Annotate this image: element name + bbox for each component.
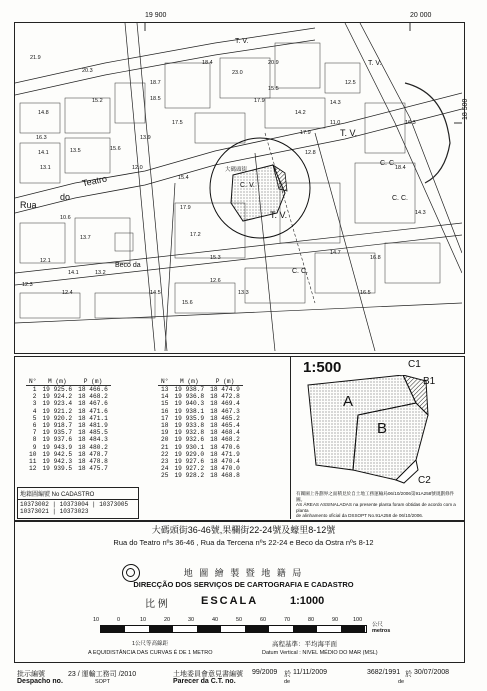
coord-m: 19 935.7 bbox=[42, 429, 73, 437]
footer-parecer-date-cn: 於 bbox=[284, 671, 291, 678]
scale-value: 1:1000 bbox=[290, 595, 325, 607]
spot-height: 14.2 bbox=[295, 110, 306, 116]
point-number: 1 bbox=[32, 386, 37, 393]
coord-p: 18 467.3 bbox=[210, 407, 240, 415]
coord-m: 19 918.7 bbox=[42, 422, 73, 430]
spot-height: 17.9 bbox=[254, 98, 265, 104]
spot-height: 13.7 bbox=[80, 235, 91, 241]
footer-parecer-cn: 土地委員會意見書編號 bbox=[173, 671, 243, 678]
spot-height: 11.0 bbox=[330, 120, 341, 126]
table-divider bbox=[290, 356, 291, 519]
note-line: AS ÁREAS ASSINALADAS na presente planta foram obtidas de acordo com a planta bbox=[296, 502, 456, 513]
spot-height: 17.9 bbox=[180, 205, 191, 211]
area-note bbox=[296, 491, 461, 519]
coord-p: 18 474.9 bbox=[210, 386, 240, 393]
spot-height: 14.3 bbox=[415, 210, 426, 216]
coord-p: 18 470.0 bbox=[210, 465, 240, 473]
spot-height: 17.5 bbox=[172, 120, 183, 126]
cadastro-number: 10373002 bbox=[20, 501, 49, 508]
coord-m: 19 932.6 bbox=[174, 436, 205, 444]
point-number: 19 bbox=[161, 429, 169, 437]
scale-tick: 10 bbox=[140, 617, 147, 623]
coord-p: 18 465.4 bbox=[210, 422, 240, 430]
coords-header-n: N° bbox=[26, 378, 39, 386]
cadastro-number: 10373023 bbox=[59, 508, 89, 515]
spot-height: 13.1 bbox=[40, 165, 51, 171]
address-pt: Rua do Teatro nºs 36-46 , Rua da Tercena nºs 22-24 e Beco da Ostra nºs 8-12 bbox=[113, 538, 374, 547]
coords-row bbox=[158, 429, 243, 436]
cadastro-box: 地籍圖編號 No CADASTRO 10373002 | 10373004 | 10373005 10373021 | 10373023 bbox=[17, 487, 139, 519]
scale-tick: 90 bbox=[332, 617, 339, 623]
address-cn: 大碼頭街36-46號,果欄街22-24號及蠔里8-12號 bbox=[151, 525, 336, 535]
point-number: 16 bbox=[161, 407, 169, 415]
map-label-cc: C. C. bbox=[292, 268, 308, 275]
spot-height: 14.5 bbox=[150, 290, 161, 296]
detail-scale: 1:500 bbox=[303, 359, 342, 376]
coord-m: 19 921.2 bbox=[42, 407, 73, 415]
grid-label-top-left: 19 900 bbox=[145, 12, 167, 19]
spot-height: 15.6 bbox=[182, 300, 193, 306]
parcel-label-c1: C1 bbox=[408, 359, 421, 370]
scale-bar bbox=[100, 625, 367, 633]
note-line: 有關圖上各劃界之面積見於自土地工務運輸局06/10/2006第91A258號規劃條件圖。 bbox=[296, 491, 455, 502]
footer-parecer-de: de bbox=[284, 679, 291, 685]
spot-height: 13.2 bbox=[95, 270, 106, 276]
coord-p: 18 478.7 bbox=[78, 450, 108, 458]
scale-tick: 0 bbox=[117, 617, 121, 623]
coord-m: 19 932.8 bbox=[174, 429, 205, 437]
coord-m: 19 943.9 bbox=[42, 443, 73, 451]
point-number: 11 bbox=[29, 458, 37, 466]
spot-height: 14.1 bbox=[68, 270, 79, 276]
coord-p: 18 471.9 bbox=[210, 450, 240, 458]
coord-p: 18 465.2 bbox=[210, 414, 240, 422]
coord-p: 18 478.8 bbox=[78, 458, 108, 466]
coord-p: 18 484.3 bbox=[78, 436, 108, 444]
spot-height: 14.1 bbox=[38, 150, 49, 156]
footer-despacho-sub: SOPT bbox=[95, 679, 110, 685]
point-number: 9 bbox=[32, 443, 37, 451]
point-number: 12 bbox=[29, 465, 37, 473]
footer-parecer-pt: Parecer da C.T. no. bbox=[173, 678, 236, 685]
coords-row bbox=[26, 400, 111, 407]
coord-p: 18 469.4 bbox=[210, 400, 240, 408]
coords-row bbox=[26, 444, 111, 451]
spot-height: 18.5 bbox=[150, 96, 161, 102]
map-label-tv: T. V. bbox=[235, 38, 249, 45]
coords-row bbox=[26, 408, 111, 415]
map-label-cc: C. C. bbox=[392, 195, 408, 202]
point-number: 7 bbox=[32, 429, 37, 437]
spot-height: 12.5 bbox=[345, 80, 356, 86]
spot-height: 12.3 bbox=[22, 282, 33, 288]
coords-row bbox=[158, 444, 243, 451]
note-line: de alinhamento oficial da DSSOPT No.91A258 de 06/10/2006. bbox=[296, 513, 424, 518]
spot-height: 15.5 bbox=[268, 86, 279, 92]
cadastro-title: 地籍圖編號 No CADASTRO bbox=[18, 488, 138, 500]
scale-tick: 30 bbox=[188, 617, 195, 623]
coords-header-p: P (m) bbox=[75, 378, 111, 386]
scale-label-pt: ESCALA bbox=[201, 595, 259, 607]
footer-process-de: de bbox=[398, 679, 405, 685]
coords-header-n: N° bbox=[158, 378, 171, 386]
coord-p: 18 485.5 bbox=[78, 429, 108, 437]
spot-height: 15.3 bbox=[210, 255, 221, 261]
coord-p: 18 470.4 bbox=[210, 458, 240, 466]
spot-height: 15.6 bbox=[110, 146, 121, 152]
cadastro-number: 10373004 bbox=[59, 501, 89, 508]
cadastro-number: 10373005 bbox=[99, 501, 129, 508]
spot-height: 18.4 bbox=[202, 60, 213, 66]
spot-height: 13.3 bbox=[238, 290, 249, 296]
coord-m: 19 933.8 bbox=[174, 422, 205, 430]
coords-row bbox=[158, 408, 243, 415]
coords-row bbox=[26, 451, 111, 458]
point-number: 14 bbox=[161, 393, 169, 401]
coord-p: 18 475.7 bbox=[78, 465, 108, 473]
spot-height: 16.5 bbox=[360, 290, 371, 296]
coord-m: 19 927.2 bbox=[174, 465, 205, 473]
coord-m: 19 938.1 bbox=[174, 407, 205, 415]
scale-tick: 100 bbox=[353, 617, 363, 623]
map-label-cn: 大碼頭街 bbox=[225, 167, 248, 173]
agency-pt: DIRECÇÃO DOS SERVIÇOS DE CARTOGRAFIA E CADASTRO bbox=[133, 580, 354, 589]
coord-m: 19 920.2 bbox=[42, 414, 73, 422]
street-label-rua: Rua bbox=[20, 200, 37, 210]
scale-units-pt: metros bbox=[372, 628, 391, 634]
coord-p: 18 470.6 bbox=[210, 443, 240, 451]
point-number: 5 bbox=[32, 414, 37, 422]
point-number: 23 bbox=[161, 458, 169, 466]
coord-m: 19 927.6 bbox=[174, 458, 205, 466]
parcel-label-c2: C2 bbox=[418, 475, 431, 486]
map-label-tv: T. V. bbox=[340, 128, 358, 138]
equidistance-pt: A EQUIDISTÂNCIA DAS CURVAS É DE 1 METRO bbox=[88, 650, 213, 656]
coords-row bbox=[158, 451, 243, 458]
coord-p: 18 468.2 bbox=[78, 393, 108, 401]
footer-despacho-cn: 批示編號 bbox=[17, 671, 45, 678]
coords-row bbox=[26, 393, 111, 400]
coords-row bbox=[26, 458, 111, 465]
coord-m: 19 924.2 bbox=[42, 393, 73, 401]
parcel-label-b1: B1 bbox=[423, 376, 436, 387]
scale-tick: 40 bbox=[212, 617, 219, 623]
parcel-label-a: A bbox=[343, 393, 354, 410]
spot-height: 17.9 bbox=[300, 130, 311, 136]
cadastro-number: 10373021 bbox=[20, 508, 49, 515]
coords-header-m: M (m) bbox=[171, 378, 207, 386]
scale-tick: 10 bbox=[93, 617, 100, 623]
coords-row bbox=[158, 436, 243, 443]
scale-tick: 70 bbox=[284, 617, 291, 623]
street-label-beco: Beco da bbox=[115, 262, 141, 269]
coords-header-m: M (m) bbox=[39, 378, 75, 386]
footer-process-date: 30/07/2008 bbox=[414, 669, 450, 676]
spot-height: 20.9 bbox=[268, 60, 279, 66]
coords-row bbox=[158, 472, 243, 479]
coords-header-p: P (m) bbox=[207, 378, 243, 386]
coord-p: 18 468.2 bbox=[210, 436, 240, 444]
map-label-tv: T. V. bbox=[368, 60, 382, 67]
coord-p: 18 481.9 bbox=[78, 422, 108, 430]
scale-units-cn: 公尺 bbox=[372, 622, 384, 628]
spot-height: 12.4 bbox=[62, 290, 73, 296]
datum-cn: 高程基準：平均海平面 bbox=[272, 641, 337, 648]
spot-height: 15.2 bbox=[92, 98, 103, 104]
scale-tick: 50 bbox=[236, 617, 243, 623]
scale-tick: 60 bbox=[260, 617, 267, 623]
coords-row bbox=[158, 400, 243, 407]
point-number: 17 bbox=[161, 414, 169, 422]
coords-row bbox=[26, 436, 111, 443]
point-number: 25 bbox=[161, 472, 169, 480]
coord-m: 19 923.4 bbox=[42, 400, 73, 408]
coord-p: 18 471.1 bbox=[78, 414, 108, 422]
point-number: 3 bbox=[32, 400, 37, 408]
spot-height: 16.3 bbox=[405, 120, 416, 126]
spot-height: 18.4 bbox=[395, 165, 406, 171]
coords-row bbox=[158, 458, 243, 465]
coord-p: 18 467.6 bbox=[78, 400, 108, 408]
coord-m: 19 942.3 bbox=[42, 458, 73, 466]
scale-tick: 20 bbox=[164, 617, 171, 623]
footer-parecer-value: 99/2009 bbox=[252, 669, 278, 676]
coord-p: 18 480.2 bbox=[78, 443, 108, 451]
coord-p: 18 466.6 bbox=[78, 386, 108, 393]
spot-height: 14.8 bbox=[38, 110, 49, 116]
coords-table-left bbox=[26, 378, 111, 472]
equidistance-cn: 1公尺等高線距 bbox=[132, 641, 169, 647]
street-label-do: do bbox=[60, 192, 71, 202]
spot-height: 13.9 bbox=[140, 135, 151, 141]
coord-m: 19 938.7 bbox=[174, 386, 205, 393]
coords-row bbox=[158, 465, 243, 472]
grid-label-top-right: 20 000 bbox=[410, 12, 432, 19]
point-number: 21 bbox=[161, 443, 169, 451]
coord-m: 19 928.2 bbox=[174, 472, 205, 480]
spot-height: 20.3 bbox=[82, 68, 93, 74]
spot-height: 12.8 bbox=[305, 150, 316, 156]
coord-m: 19 935.9 bbox=[174, 414, 205, 422]
map-label-cv: C. V. bbox=[240, 182, 255, 189]
point-number: 13 bbox=[161, 386, 169, 393]
spot-height: 16.8 bbox=[370, 255, 381, 261]
scale-label-cn: 比 例 bbox=[145, 599, 168, 610]
map-label-tv: T. V. bbox=[270, 210, 288, 220]
footer-despacho-pt: Despacho no. bbox=[17, 678, 63, 685]
coord-p: 18 468.8 bbox=[210, 472, 240, 480]
coord-p: 18 471.6 bbox=[78, 407, 108, 415]
coords-row bbox=[26, 415, 111, 422]
point-number: 4 bbox=[32, 407, 37, 415]
point-number: 22 bbox=[161, 450, 169, 458]
coord-p: 18 468.4 bbox=[210, 429, 240, 437]
point-number: 2 bbox=[32, 393, 37, 401]
agency-cn: 地 圖 繪 製 暨 地 籍 局 bbox=[183, 568, 304, 578]
coord-m: 19 942.5 bbox=[42, 450, 73, 458]
spot-height: 14.7 bbox=[330, 250, 341, 256]
coord-m: 19 936.8 bbox=[174, 393, 205, 401]
spot-height: 15.4 bbox=[178, 175, 189, 181]
coord-m: 19 929.0 bbox=[174, 450, 205, 458]
coord-m: 19 939.5 bbox=[42, 465, 73, 473]
scale-tick: 80 bbox=[308, 617, 315, 623]
grid-label-right: 18 500 bbox=[462, 98, 469, 120]
footer-despacho-value: 23 / 運輸工務司 /2010 bbox=[68, 671, 137, 678]
spot-height: 17.2 bbox=[190, 232, 201, 238]
coord-m: 19 940.3 bbox=[174, 400, 205, 408]
spot-height: 12.1 bbox=[40, 258, 51, 264]
coords-table-right bbox=[158, 378, 243, 480]
footer-parecer-date: 11/11/2009 bbox=[293, 669, 327, 676]
footer-process-date-cn: 於 bbox=[405, 671, 412, 678]
coords-row bbox=[26, 386, 111, 394]
spot-height: 12.6 bbox=[210, 278, 221, 284]
parcel-label-b: B bbox=[377, 420, 388, 437]
point-number: 20 bbox=[161, 436, 169, 444]
datum-pt: Datum Vertical : NIVEL MÉDIO DO MAR (MSL) bbox=[262, 650, 378, 656]
spot-height: 18.7 bbox=[150, 80, 161, 86]
point-number: 18 bbox=[161, 422, 169, 430]
spot-height: 14.3 bbox=[330, 100, 341, 106]
spot-height: 12.0 bbox=[132, 165, 143, 171]
coord-p: 18 472.8 bbox=[210, 393, 240, 401]
spot-height: 10.6 bbox=[60, 215, 71, 221]
coords-row bbox=[26, 422, 111, 429]
street-label-teatro: Teatro bbox=[81, 173, 108, 189]
coords-row bbox=[158, 386, 243, 394]
coord-m: 19 937.6 bbox=[42, 436, 73, 444]
coord-m: 19 925.6 bbox=[42, 386, 73, 393]
map-label-cc: C. C. bbox=[380, 160, 396, 167]
coords-row bbox=[158, 422, 243, 429]
footer-process-value: 3682/1991 bbox=[367, 669, 401, 676]
spot-height: 21.9 bbox=[30, 55, 41, 61]
point-number: 8 bbox=[32, 436, 37, 444]
point-number: 24 bbox=[161, 465, 169, 473]
spot-height: 23.0 bbox=[232, 70, 243, 76]
point-number: 15 bbox=[161, 400, 169, 408]
point-number: 6 bbox=[32, 422, 37, 430]
coords-row bbox=[26, 429, 111, 436]
coord-m: 19 930.1 bbox=[174, 443, 205, 451]
coords-row bbox=[158, 393, 243, 400]
coords-row bbox=[26, 465, 111, 472]
coords-row bbox=[158, 415, 243, 422]
spot-height: 13.5 bbox=[70, 148, 81, 154]
point-number: 10 bbox=[29, 450, 37, 458]
spot-height: 16.3 bbox=[36, 135, 47, 141]
